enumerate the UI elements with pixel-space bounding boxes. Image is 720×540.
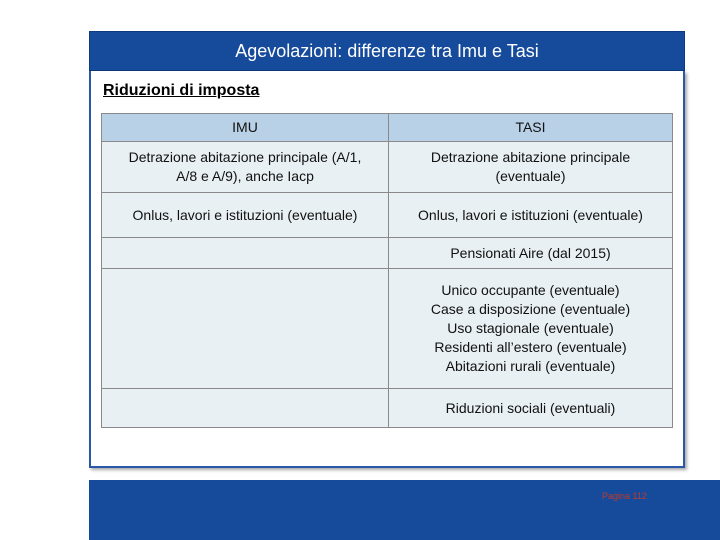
cell-text: Onlus, lavori e istituzioni (eventuale) [132,206,358,223]
cell-text: Unico occupante (eventuale) [441,282,620,298]
slide-title: Agevolazioni: differenze tra Imu e Tasi [235,40,539,61]
cell-text: Detrazione abitazione principale (A/1, [128,149,362,165]
cell-tasi [389,269,673,389]
table-row [102,389,673,428]
cell-imu [102,142,389,193]
table-row [102,193,673,238]
cell-tasi [389,193,673,238]
cell-text: (eventuale) [495,168,566,184]
cell-tasi [389,238,673,269]
cell-imu-empty [102,389,389,428]
table-row [102,238,673,269]
table-header-row [102,114,673,142]
cell-text: Detrazione abitazione principale [430,149,631,165]
comparison-table [101,113,673,428]
slide-title-bar [89,31,685,71]
cell-tasi [389,142,673,193]
cell-imu-empty [102,238,389,269]
header-imu: IMU [102,114,389,142]
section-heading: Riduzioni di imposta [103,82,260,99]
cell-text: A/8 e A/9), anche Iacp [176,168,314,184]
cell-imu-empty [102,269,389,389]
cell-text: Residenti all’estero (eventuale) [434,339,627,355]
cell-text: Case a disposizione (eventuale) [430,301,631,317]
page-number: Pagina 112 [602,491,647,501]
cell-tasi [389,389,673,428]
cell-imu [102,193,389,238]
header-tasi: TASI [389,114,673,142]
cell-text: Abitazioni rurali (eventuale) [445,358,616,374]
footer-bar [89,480,720,540]
cell-text: Onlus, lavori e istituzioni (eventuale) [418,206,643,223]
cell-text: Uso stagionale (eventuale) [447,320,614,336]
table-row [102,142,673,193]
table-row [102,269,673,389]
cell-text: Pensionati Aire (dal 2015) [450,244,611,261]
cell-text: Riduzioni sociali (eventuali) [445,399,616,416]
content-panel [89,71,685,468]
